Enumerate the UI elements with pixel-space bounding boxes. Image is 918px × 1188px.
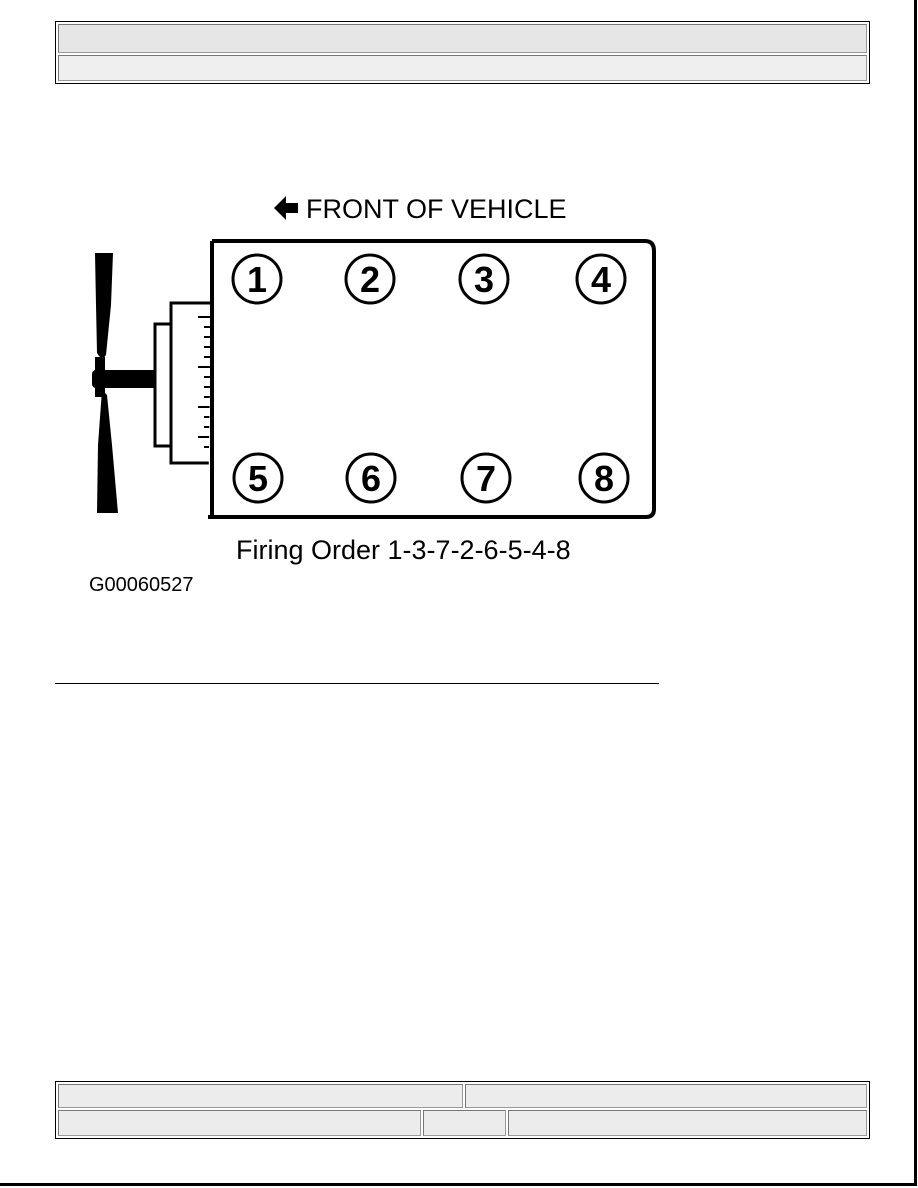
cylinder-2 — [346, 255, 394, 303]
front-arrow-icon — [274, 196, 298, 220]
footer-cell-left-top — [58, 1084, 463, 1108]
cylinder-number: 6 — [360, 458, 382, 499]
cylinder-number: 2 — [359, 259, 381, 300]
engine-diagram — [80, 185, 670, 600]
page-footer — [55, 1081, 870, 1139]
cylinder-4 — [577, 255, 625, 303]
cylinder-6 — [347, 454, 395, 502]
cylinder-7 — [462, 454, 510, 502]
cylinder-number: 7 — [475, 458, 497, 499]
front-of-vehicle-label: FRONT OF VEHICLE — [306, 194, 567, 224]
cylinder-3 — [460, 255, 508, 303]
firing-order-caption: Firing Order 1-3-7-2-6-5-4-8 — [236, 535, 571, 565]
firing-order-figure — [80, 185, 670, 600]
cylinder-1 — [233, 255, 281, 303]
figure-id: G00060527 — [89, 574, 194, 596]
cylinder-number: 4 — [590, 259, 612, 300]
footer-cell-mid-bottom — [423, 1110, 506, 1136]
header-title-row — [58, 24, 867, 53]
cylinder-8 — [580, 454, 628, 502]
pulley-icon — [155, 303, 213, 463]
cylinder-number: 1 — [246, 259, 268, 300]
cylinder-number: 8 — [593, 458, 615, 499]
page-header — [55, 21, 870, 84]
cylinder-number: 5 — [247, 458, 269, 499]
cylinder-number: 3 — [473, 259, 495, 300]
footer-cell-left-bottom — [58, 1110, 421, 1136]
cylinder-5 — [234, 454, 282, 502]
header-subtitle-row — [58, 55, 867, 81]
fan-icon — [92, 253, 160, 513]
section-divider — [55, 683, 659, 684]
footer-cell-right-bottom — [508, 1110, 867, 1136]
footer-cell-right-top — [465, 1084, 867, 1108]
